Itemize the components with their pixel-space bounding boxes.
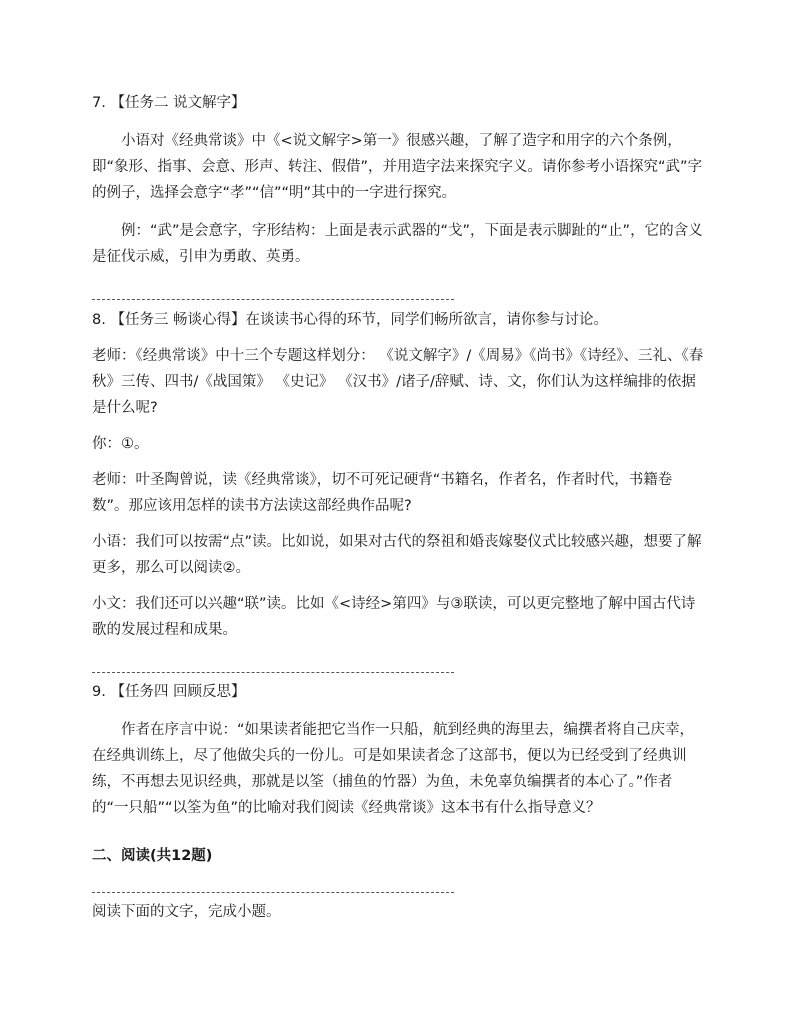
question-7-example: 例：“武”是会意字，字形结构：上面是表示武器的“戈”，下面是表示脚趾的“止”，它的含义是征伐示威，引申为勇敢、英勇。 <box>92 223 703 265</box>
xiaoyu-line: 小语：我们可以按需“点”读。比如说，如果对古代的祭祖和婚丧嫁娶仪式比较感兴趣，想要了解更多，那么可以阅读②。 <box>92 534 702 576</box>
section-2-intro-block <box>92 899 704 925</box>
xiaowen-line: 小文：我们还可以兴趣“联”读。比如《<诗经>第四》与③联读，可以更完整地了解中国古代诗歌的发展过程和成果。 <box>92 596 696 638</box>
section-2 <box>92 843 704 869</box>
separator-line <box>92 892 454 893</box>
section-2-heading: 二、阅读(共12题) <box>92 848 213 864</box>
question-8 <box>92 307 704 643</box>
question-9 <box>92 679 704 821</box>
question-7-paragraph-1: 小语对《经典常谈》中《<说文解字>第一》很感兴趣，了解了造字和用字的六个条例，即“象形、指事、会意、形声、转注、假借”，并用造字法来探究字义。请你参考小语探究“武”字的例子，选择会意字“孝”“信”“明”其中的一字进行探究。 <box>92 133 703 201</box>
teacher-line-2: 老师：叶圣陶曾说，读《经典常谈》，切不可死记硬背“书籍名，作者名，作者时代，书籍卷数”。那应该用怎样的读书方法读这部经典作品呢? <box>92 472 673 514</box>
question-7 <box>92 90 704 270</box>
teacher-line-1: 老师：《经典常谈》中十三个专题这样划分： 《说文解字》/《周易》《尚书》《诗经》、三礼、《春秋》三传、四书/《战国策》 《史记》 《汉书》/诸子/辞赋、诗、文，你们认为这样编排的依据是什么呢? <box>92 348 704 416</box>
question-8-title: 8. 【任务三 畅谈心得】在谈读书心得的环节，同学们畅所欲言，请你参与讨论。 <box>92 312 609 328</box>
question-7-title: 7. 【任务二 说文解字】 <box>92 95 246 111</box>
section-2-intro: 阅读下面的文字，完成小题。 <box>92 904 281 920</box>
you-line: 你：①。 <box>92 436 149 452</box>
question-9-title: 9. 【任务四 回顾反思】 <box>92 684 246 700</box>
separator-line <box>92 672 454 673</box>
question-9-paragraph: 作者在序言中说：“如果读者能把它当作一只船，航到经典的海里去，编撰者将自己庆幸，在经典训练上，尽了他做尖兵的一份儿。可是如果读者念了这部书，便以为已经受到了经典训练，不再想去见识经典，那就是以筌（捕鱼的竹器）为鱼，未免辜负编撰者的本心了。”作者的“一只船”“以筌为鱼”的比喻对我们阅读《经典常谈》这本书有什么指导意义？ <box>92 722 695 816</box>
separator-line <box>92 299 454 300</box>
